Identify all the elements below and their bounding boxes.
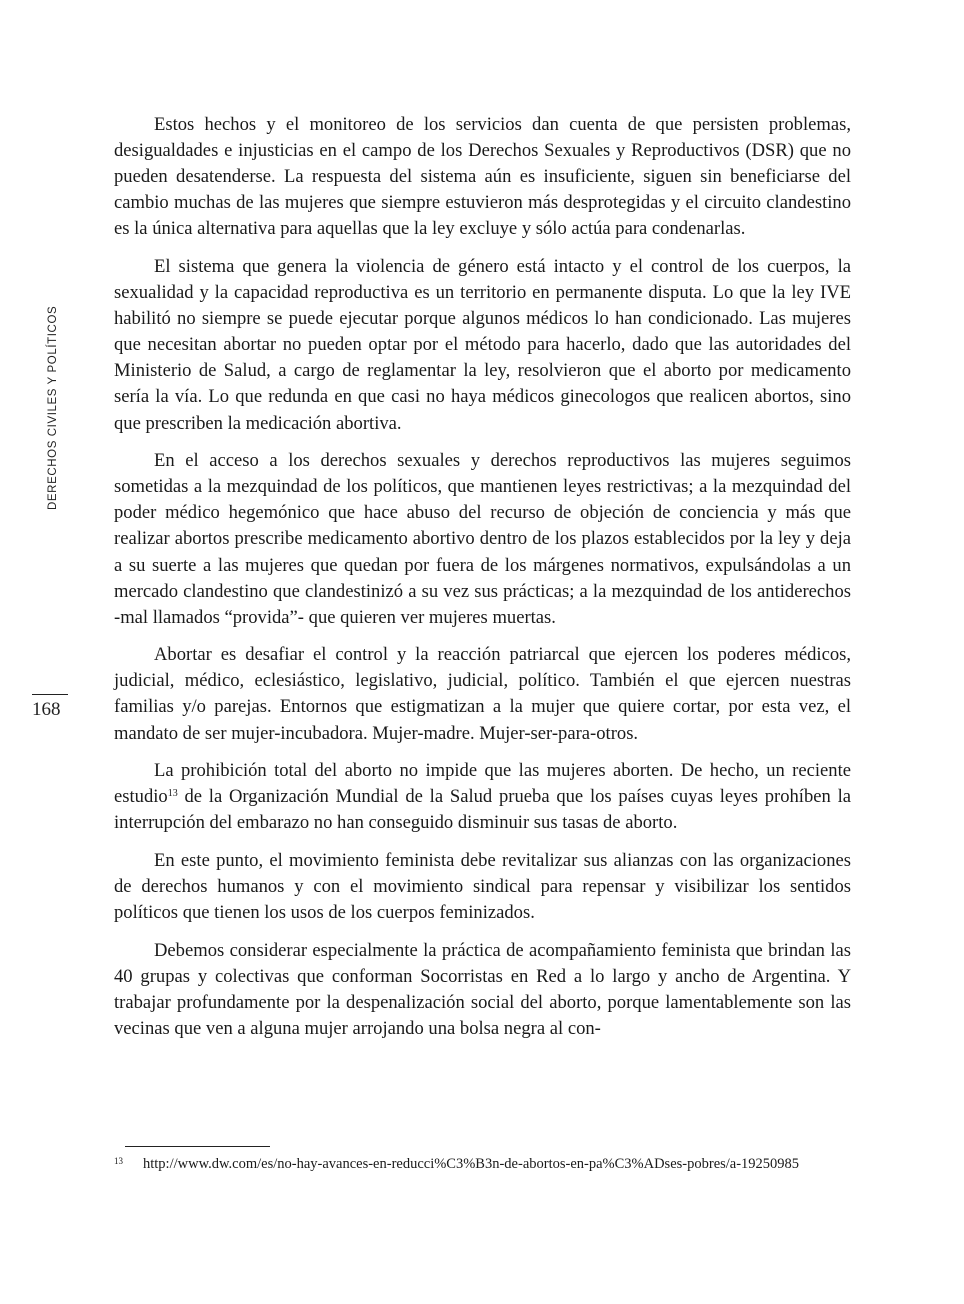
paragraph-5-end: de la Organización Mundial de la Salud prueba que los países cuyas leyes prohíben la interrupción del embarazo no han conseguido disminuir sus tasas de aborto. [114,786,851,834]
footnote [114,1153,851,1175]
paragraph-7: Debemos considerar especialmente la práctica de acompañamiento feminista que brindan las 40 grupas y colectivas que conforman Socorristas en Red a lo largo y ancho de Argentina. Y trabajar profundamente por la despenalización social del aborto, porque lamentablemente son las vecinas que ven a alguna mujer arrojando una bolsa negra al con- [114,939,851,1039]
paragraph-6: En este punto, el movimiento feminista debe revitalizar sus alianzas con las organizaciones de derechos humanos y con el movimiento sindical para repensar y visibilizar los sentidos políticos que tienen los usos de los cuerpos feminizados. [114,849,851,924]
paragraph-4: Abortar es desafiar el control y la reacción patriarcal que ejercen los poderes médicos, judicial, médico, eclesiástico, legislativo, judicial, político. También el que ejercen nuestras familias y/o parejas. Entornos que estigmatizan a la mujer que quiere cortar, por esta vez, el mandato de ser mujer-incubadora. Mujer-madre. Mujer-ser-para-otros. [114,644,851,744]
running-section-label: DERECHOS CIVILES Y POLÍTICOS [47,305,59,510]
paragraph-1: Estos hechos y el monitoreo de los servicios dan cuenta de que persisten problemas, desigualdades e injusticias en el campo de los Derechos Sexuales y Reproductivos (DSR) que no pueden desatenderse. La respuesta del sistema aún es insuficiente, siguen sin beneficiarse del cambio muchas de las mujeres que siempre estuvieron más desprotegidas y el circuito clandestino es la única alternativa para aquellas que la ley excluye y sólo actúa para condenarlas. [114,114,851,240]
paragraph-3: En el acceso a los derechos sexuales y derechos reproductivos las mujeres seguimos sometidas a la mezquindad de los políticos, que mantienen leyes restrictivas; a la mezquindad del poder médico hegemónico que hace abuso del recurso de objeción de conciencia y más que realizar abortos prescribe medicamento abortivo dentro de los plazos establecidos por la ley y deja a su suerte a las mujeres que quedan por fuera de los márgenes normativos, expulsándolas a un mercado clandestino que clandestinizó a su vez sus prácticas; a la mezquindad de los antiderechos -mal llamados “provida”- que quieren ver mujeres muertas. [114,450,851,628]
paragraph-5 [114,758,851,836]
page-number: 168 [32,699,61,720]
page-number-rule [32,694,68,695]
body-text [114,112,851,1054]
paragraph-5-start: La prohibición total del aborto no impide que las mujeres aborten. De hecho, un reciente estudio [114,760,851,808]
footnote-number: 13 [114,1156,123,1166]
footnote-reference: 13 [167,788,178,800]
footnote-url: http://www.dw.com/es/no-hay-avances-en-reducci%C3%B3n-de-abortos-en-pa%C3%ADses-pobres/a-19250985 [143,1156,800,1172]
footnote-separator [125,1146,270,1147]
paragraph-2: El sistema que genera la violencia de género está intacto y el control de los cuerpos, la sexualidad y la capacidad reproductiva es un territorio en permanente disputa. Lo que la ley IVE habilitó no siempre se puede ejecutar porque algunos médicos lo han condicionado. Las mujeres que necesitan abortar no pueden optar por el método para hacerlo, dado que las autoridades del Ministerio de Salud, a cargo de reglamentar la ley, resolvieron que el aborto por medicamento sería la vía. Lo que redunda en que casi no haya médicos ginecologos que realicen abortos, sino que prescriben la medicación abortiva. [114,255,851,434]
